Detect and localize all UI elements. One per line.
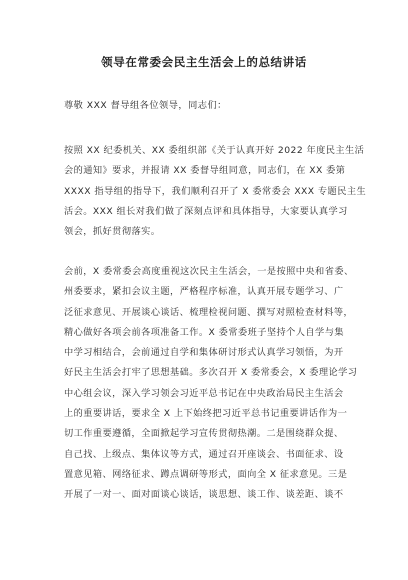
paragraph-line: 会前，X 委常委会高度重视这次民主生活会，一是按照中央和省委、 xyxy=(64,266,354,277)
paragraph-line: 活会。XXX 组长对我们做了深刻点评和具体指导，大家要认真学习 xyxy=(64,205,348,217)
paragraph-line: 中学习相结合，会前通过自学和集体研讨形式认真学习领悟，为开 xyxy=(64,347,344,359)
salutation: 尊敬 XXX 督导组各位领导，同志们： xyxy=(64,100,227,111)
paragraph-line: 上的重要讲话，要求全 X 上下始终把习近平总书记重要讲话作为一 xyxy=(64,408,348,420)
document-title: 领导在常委会民主生活会上的总结讲话 xyxy=(101,55,307,69)
paragraph-line: 中心组会议，深入学习领会习近平总书记在中央政治局民主生活会 xyxy=(64,387,344,399)
paragraph-line: 会的通知》要求，并报请 XX 委督导组同意，同志们，在 XX 委第 xyxy=(64,165,346,177)
paragraph-line: 好民主生活会打牢了思想基础。多次召开 X 委常委会，X 委理论学习 xyxy=(64,367,358,379)
paragraph-line: 领会，抓好贯彻落实。 xyxy=(64,226,161,238)
paragraph-line: XXXX 指导组的指导下，我们顺利召开了 X 委常委会 XXX 专题民主生 xyxy=(64,185,367,197)
paragraph-line: 按照 XX 纪委机关、XX 委组织部《关于认真开好 2022 年度民主生活 xyxy=(64,145,365,156)
paragraph-1 xyxy=(64,141,367,242)
paragraph-line: 自己找、上级点、集体议等方式，通过召开座谈会、书面征求、设 xyxy=(64,448,344,460)
paragraph-2 xyxy=(64,262,358,506)
paragraph-line: 精心做好各项会前各项准备工作。X 委常委班子坚持个人自学与集 xyxy=(64,326,344,338)
paragraph-line: 置意见箱、网络征求、蹲点调研等形式，面向全 X 征求意见。三是 xyxy=(64,468,348,480)
paragraph-line: 州委要求，紧扣会议主题，严格程序标准，认真开展专题学习、广 xyxy=(64,286,344,298)
paragraph-line: 开展了一对一、面对面谈心谈话，谈思想、谈工作、谈差距、谈不 xyxy=(64,489,344,501)
paragraph-line: 泛征求意见、开展谈心谈话、梳理检视问题、撰写对照检查材料等， xyxy=(64,306,354,318)
paragraph-line: 切工作重要遵循，全面掀起学习宣传贯彻热潮。二是围绕群众提、 xyxy=(64,428,344,440)
